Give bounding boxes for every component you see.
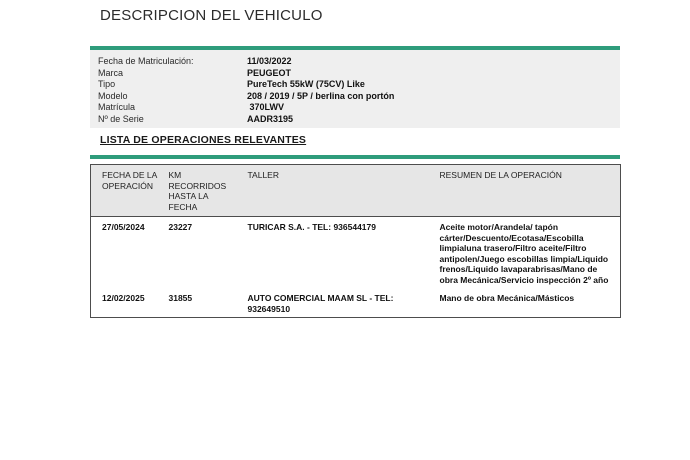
section-divider-operations bbox=[90, 155, 620, 159]
vehicle-field-label: Fecha de Matriculación: bbox=[98, 56, 194, 66]
operation-date: 27/05/2024 bbox=[91, 217, 169, 289]
vehicle-field-row bbox=[98, 68, 620, 80]
operation-resumen: Mano de obra Mecánica/Másticos bbox=[440, 288, 621, 318]
vehicle-field-value: PureTech 55kW (75CV) Like bbox=[247, 79, 365, 89]
header-row bbox=[91, 165, 621, 217]
vehicle-field-value: 208 / 2019 / 5P / berlina con portón bbox=[247, 90, 395, 101]
column-header-taller: TALLER bbox=[248, 165, 440, 217]
vehicle-field-row bbox=[98, 114, 620, 126]
operations-table bbox=[90, 164, 621, 318]
vehicle-details-panel bbox=[90, 50, 620, 128]
vehicle-field-label: Nº de Serie bbox=[98, 113, 144, 124]
vehicle-field-label: Marca bbox=[98, 67, 124, 78]
vehicle-field-label: Modelo bbox=[98, 90, 128, 101]
vehicle-field-value: AADR3195 bbox=[247, 113, 294, 124]
operation-km: 23227 bbox=[169, 217, 248, 289]
vehicle-field-row bbox=[98, 91, 620, 103]
vehicle-field-label: Matrícula bbox=[98, 102, 136, 112]
operation-row bbox=[91, 288, 621, 318]
column-header-fecha: FECHA DE LA OPERACIÓN bbox=[91, 165, 169, 217]
page-title: DESCRIPCION DEL VEHICULO bbox=[100, 7, 323, 24]
column-header-resumen: RESUMEN DE LA OPERACIÓN bbox=[440, 165, 621, 217]
operation-row bbox=[91, 217, 621, 289]
vehicle-field-value: 11/03/2022 bbox=[247, 56, 292, 66]
operation-date: 12/02/2025 bbox=[91, 288, 169, 318]
vehicle-field-value: 370LWV bbox=[247, 102, 285, 112]
operation-km: 31855 bbox=[169, 288, 248, 318]
vehicle-field-row bbox=[98, 79, 620, 91]
operation-resumen: Aceite motor/Arandela/ tapón cárter/Descuento/Ecotasa/Escobilla limpialuna trasero/Filtro aceite/Filtro antipolen/Juego escobillas limpia/Liquido frenos/Liquido lavaparabrisas/Mano de obra Mecánica/Servicio inspección 2º año bbox=[440, 217, 621, 289]
vehicle-field-row bbox=[98, 102, 620, 114]
column-header-km: KM RECORRIDOS HASTA LA FECHA bbox=[169, 165, 248, 217]
vehicle-field-label: Tipo bbox=[98, 79, 116, 89]
operations-table-body bbox=[91, 217, 621, 318]
vehicle-field-row bbox=[98, 56, 620, 68]
operations-table-header bbox=[91, 165, 621, 217]
operations-heading: LISTA DE OPERACIONES RELEVANTES bbox=[100, 134, 307, 146]
operation-taller: TURICAR S.A. - TEL: 936544179 bbox=[248, 217, 440, 289]
vehicle-field-value: PEUGEOT bbox=[247, 67, 292, 78]
operation-taller: AUTO COMERCIAL MAAM SL - TEL: 932649510 bbox=[248, 288, 440, 318]
